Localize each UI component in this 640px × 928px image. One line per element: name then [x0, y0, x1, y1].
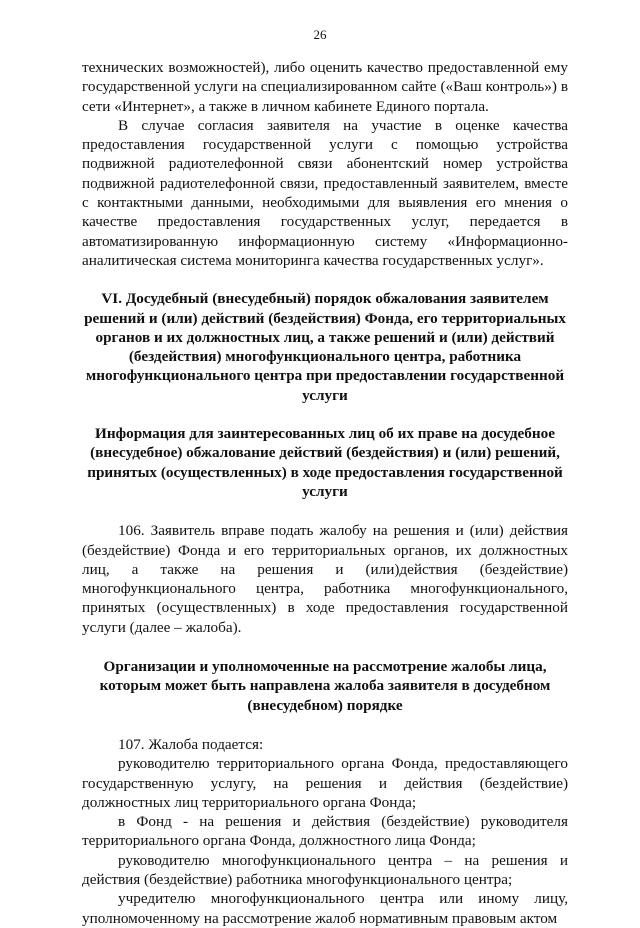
spacer [82, 501, 568, 521]
paragraph-consent: В случае согласия заявителя на участие в оценке качества предоставления государственной услуги с помощью устройства подвижной радиотелефонной связи абонентский номер устройства подвижной радиотелефонной связи, предоставленный заявителем, вместе с контактными данными, необходимыми для выявления его мнения о качестве предоставления государственных услуг, передается в автоматизированную информационную систему «Информационно-аналитическая система мониторинга качества государственных услуг». [82, 116, 568, 269]
subheading-organizations: Организации и уполномоченные на рассмотрение жалобы лица, которым может быть направлена жалоба заявителя в досудебном (внесудебном) порядке [99, 658, 551, 714]
section-heading: VI. Досудебный (внесудебный) порядок обжалования заявителем решений и (или) действий (бездействия) Фонда, его территориальных органов и их должностных лиц, а также решений и (или) действий (бездействия) многофункционального центра, работника многофункционального центра при предоставлении государственной услуги [84, 290, 566, 404]
paragraph-continuation: технических возможностей), либо оценить качество предоставленной ему государственной услуги на специализированном сайте («Ваш контроль») в сети «Интернет», а также в личном кабинете Единого портала. [82, 59, 568, 115]
page-content [82, 58, 568, 928]
subheading-information: Информация для заинтересованных лиц об их праве на досудебное (внесудебное) обжалование действий (бездействия) и (или) решений, принятых (осуществленных) в ходе предоставления государственной услуги [87, 425, 563, 500]
list-item: учредителю многофункционального центра или иному лицу, уполномоченному на рассмотрение жалоб нормативным правовым актом [82, 890, 568, 927]
paragraph-106: 106. Заявитель вправе подать жалобу на решения и (или) действия (бездействие) Фонда и его территориальных органов, их должностных лиц, а также на решения и (или)действия (бездействие) многофункционального центра, работника многофункционального, принятых (осуществленных) в ходе предоставления государственной услуги (далее – жалоба). [82, 522, 568, 636]
list-item: руководителю многофункционального центра – на решения и действия (бездействие) работника многофункционального центра; [82, 851, 568, 888]
list-item: руководителю территориального органа Фонда, предоставляющего государственную услугу, на решения и действия (бездействие) должностных лиц территориального органа Фонда; [82, 755, 568, 811]
spacer [82, 637, 568, 657]
page-number: 26 [313, 27, 327, 42]
spacer [82, 405, 568, 424]
paragraph-107: 107. Жалоба подается: [118, 735, 264, 753]
spacer [82, 270, 568, 289]
spacer [82, 715, 568, 735]
list-item: в Фонд - на решения и действия (бездействие) руководителя территориального органа Фонда, должностного лица Фонда; [82, 813, 568, 850]
